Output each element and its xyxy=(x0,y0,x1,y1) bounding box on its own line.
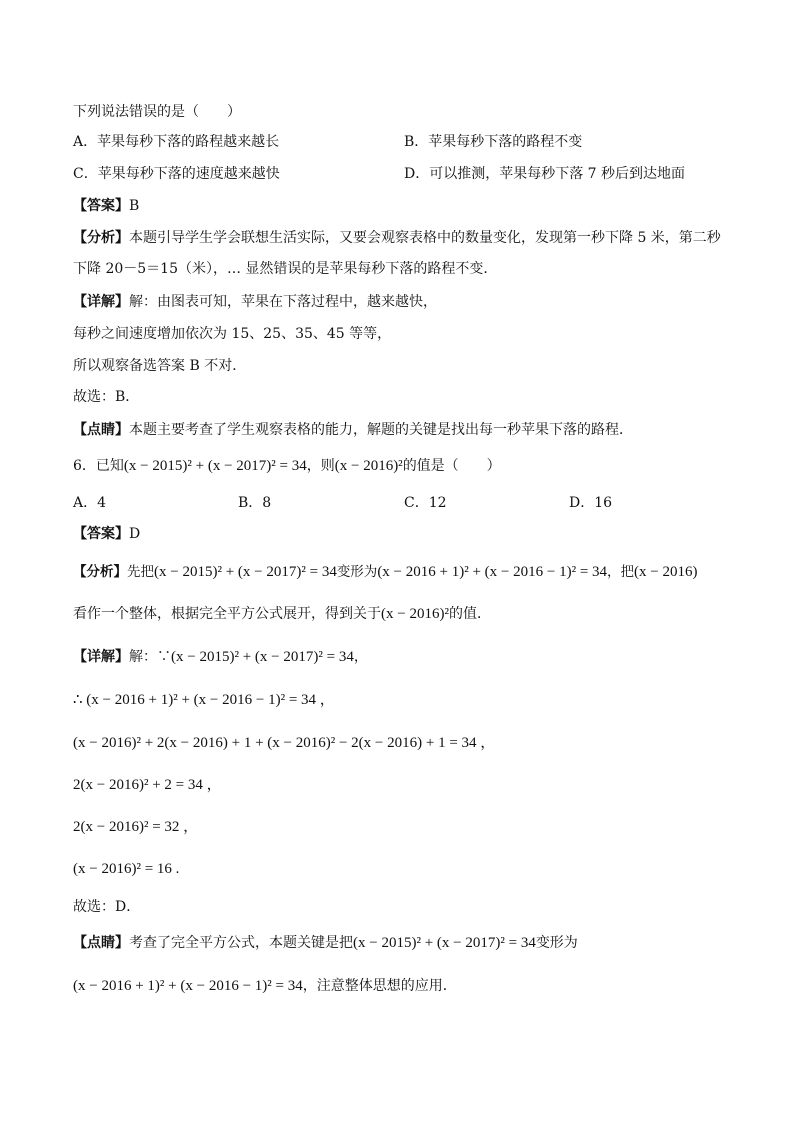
comment-pre: 考查了完全平方公式，本题关键是把 xyxy=(129,935,353,951)
q6-stem-suffix: 的值是（ ） xyxy=(402,458,501,474)
q5-detail-line-1 xyxy=(73,292,437,312)
q6-step-5: 2(x − 2016)² = 32 ， xyxy=(73,819,199,835)
answer-tag: 【答案】 xyxy=(73,198,129,214)
q6-analysis-line-1 xyxy=(73,562,698,582)
detail-pre: 解：∵ xyxy=(129,649,171,665)
analysis-mid2: ，把 xyxy=(607,564,635,580)
analysis-equation-1: (x − 2015)² + (x − 2017)² = 34 xyxy=(154,564,337,580)
analysis-2-expression: (x − 2016)² xyxy=(381,606,449,622)
detail-equation: (x − 2015)² + (x − 2017)² = 34 xyxy=(171,649,354,665)
q6-step-6: (x − 2016)² = 16 . xyxy=(73,861,180,877)
analysis-equation-2: (x − 2016 + 1)² + (x − 2016 − 1)² = 34 xyxy=(377,564,608,580)
analysis-expression: (x − 2016) xyxy=(634,564,698,580)
analysis-2-suffix: 的值． xyxy=(448,606,491,622)
comment-equation-1: (x − 2015)² + (x − 2017)² = 34 xyxy=(353,935,536,951)
analysis-text: 本题引导学生学会联想生活实际，又要会观察表格中的数量变化，发现第一秒下降 5 米，第二秒 xyxy=(129,230,721,246)
q5-detail-line-3: 所以观察备选答案 B 不对． xyxy=(73,358,247,374)
q6-step-2: ∴ (x − 2016 + 1)² + (x − 2016 − 1)² = 34 ， xyxy=(73,692,335,708)
q6-answer xyxy=(73,524,140,544)
comment-equation-2: (x − 2016 + 1)² + (x − 2016 − 1)² = 34 xyxy=(73,978,303,994)
q6-step-4: 2(x − 2016)² + 2 = 34 ， xyxy=(73,777,222,793)
analysis-tag: 【分析】 xyxy=(73,230,129,246)
analysis-tag: 【分析】 xyxy=(73,564,127,580)
q6-detail-line-1 xyxy=(73,647,368,667)
q5-option-d: D．可以推测，苹果每秒下落 7 秒后到达地面 xyxy=(404,166,686,182)
q6-stem-expression: (x − 2016)² xyxy=(334,458,403,474)
detail-tag: 【详解】 xyxy=(73,294,129,310)
detail-tag: 【详解】 xyxy=(73,649,129,665)
comment-text: 本题主要考查了学生观察表格的能力，解题的关键是找出每一秒苹果下落的路程． xyxy=(129,422,633,438)
q5-answer xyxy=(73,196,139,216)
comment-suffix: ，注意整体思想的应用． xyxy=(302,978,457,994)
detail-suffix: ， xyxy=(353,649,368,665)
q6-comment-line-1 xyxy=(73,933,578,953)
q6-step-3: (x − 2016)² + 2(x − 2016) + 1 + (x − 2016)² − 2(x − 2016) + 1 = 34 ， xyxy=(73,735,496,751)
q6-stem-prefix: 6．已知 xyxy=(73,458,124,474)
q6-stem-equation: (x − 2015)² + (x − 2017)² = 34 xyxy=(123,458,307,474)
comment-tag: 【点睛】 xyxy=(73,422,129,438)
analysis-2-pre: 看作一个整体，根据完全平方公式展开，得到关于 xyxy=(73,606,381,622)
q6-choose: 故选：D． xyxy=(73,899,141,915)
detail-text: 解：由图表可知，苹果在下落过程中，越来越快， xyxy=(129,294,437,310)
answer-value: D xyxy=(129,526,141,542)
q6-option-b: B．8 xyxy=(238,495,272,511)
q5-choose: 故选：B． xyxy=(73,389,140,405)
analysis-mid: 变形为 xyxy=(336,564,378,580)
q6-stem xyxy=(73,456,501,476)
q5-option-a: A．苹果每秒下落的路程越来越长 xyxy=(73,134,280,150)
q6-option-a: A．4 xyxy=(73,495,107,511)
q6-stem-mid: ，则 xyxy=(306,458,335,474)
comment-mid: 变形为 xyxy=(535,935,578,951)
q5-comment xyxy=(73,420,633,440)
q5-analysis-line-2: 下降 20－5＝15（米），… 显然错误的是苹果每秒下落的路程不变． xyxy=(73,261,498,277)
q6-option-d: D．16 xyxy=(569,495,613,511)
comment-tag: 【点睛】 xyxy=(73,935,129,951)
q5-option-b: B．苹果每秒下落的路程不变 xyxy=(404,134,583,150)
answer-tag: 【答案】 xyxy=(73,526,129,542)
q6-analysis-line-2 xyxy=(73,604,491,624)
q5-detail-line-2: 每秒之间速度增加依次为 15、25、35、45 等等， xyxy=(73,326,392,342)
q6-comment-line-2 xyxy=(73,976,457,996)
q5-analysis-line-1 xyxy=(73,228,721,248)
q5-stem: 下列说法错误的是（ ） xyxy=(73,104,241,120)
answer-value: B xyxy=(129,198,140,214)
q5-option-c: C．苹果每秒下落的速度越来越快 xyxy=(73,166,280,182)
analysis-pre: 先把 xyxy=(127,564,154,580)
q6-option-c: C．12 xyxy=(404,495,447,511)
